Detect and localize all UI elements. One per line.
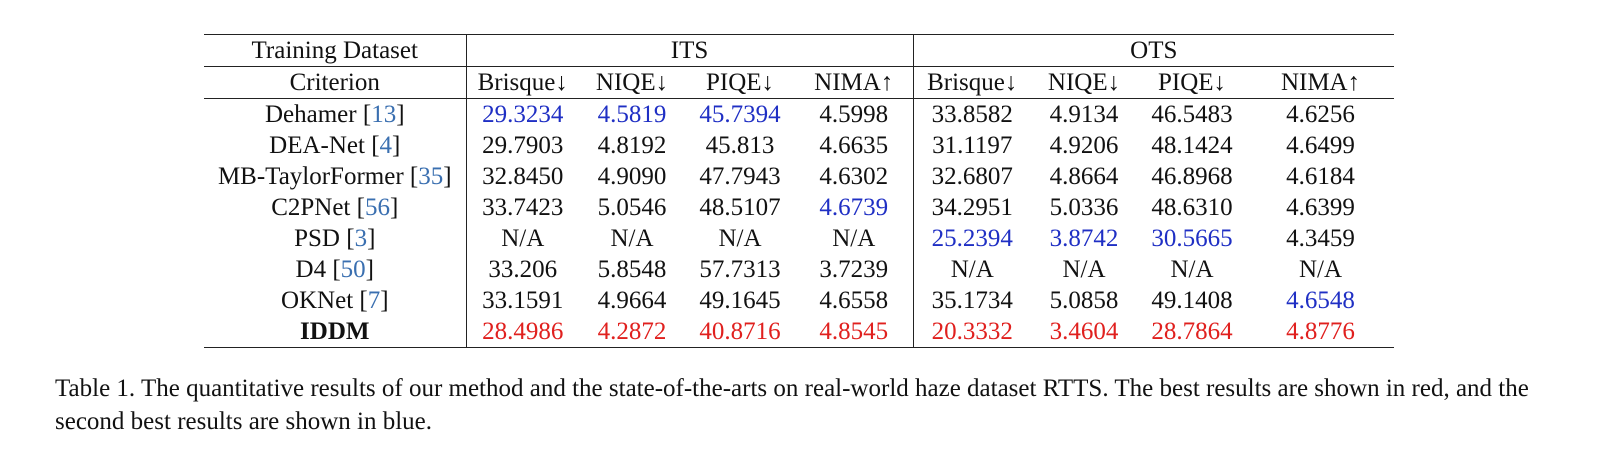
- value-cell: 4.6499: [1286, 132, 1355, 159]
- value-cell: 32.8450: [482, 163, 564, 190]
- value-cell: 48.1424: [1151, 132, 1233, 159]
- method-name: OKNet: [280, 287, 354, 314]
- value-cell: 49.1408: [1151, 287, 1233, 314]
- value-cell: 4.6635: [795, 130, 913, 161]
- value-cell: 4.9206: [1049, 132, 1119, 159]
- value-cell: 4.8545: [795, 316, 913, 348]
- group-its-header: ITS: [466, 35, 913, 67]
- value-cell: N/A: [501, 225, 545, 252]
- criterion-cell: NIQE↓: [579, 67, 685, 99]
- citation-link[interactable]: 3: [354, 225, 368, 252]
- value-cell: 4.9664: [597, 287, 667, 314]
- value-cell: 4.8192: [597, 132, 667, 159]
- value-cell: N/A: [718, 225, 762, 252]
- value-cell: 5.0336: [1049, 194, 1119, 221]
- citation-link[interactable]: 13: [371, 101, 397, 128]
- value-cell: 4.3459: [1286, 225, 1355, 252]
- value-cell: 20.3332: [913, 316, 1031, 348]
- value-cell: 4.6739: [795, 192, 913, 223]
- value-cell: N/A: [1062, 256, 1106, 283]
- value-cell: 46.5483: [1151, 101, 1233, 128]
- method-name: IDDM: [300, 318, 370, 345]
- value-cell: 46.8968: [1151, 163, 1233, 190]
- method-cell: DEA-Net [4]: [204, 130, 466, 161]
- criterion-cell: Brisque↓: [466, 67, 579, 99]
- value-cell: 47.7943: [699, 163, 781, 190]
- training-dataset-header: Training Dataset: [204, 35, 466, 67]
- group-ots-header: OTS: [913, 35, 1394, 67]
- value-cell: 4.8776: [1247, 316, 1394, 348]
- method-cell: PSD [3]: [204, 223, 466, 254]
- method-cell: MB-TaylorFormer [35]: [204, 161, 466, 192]
- value-cell: 35.1734: [931, 287, 1013, 314]
- criterion-cell: Brisque↓: [913, 67, 1031, 99]
- value-cell: 45.813: [705, 132, 775, 159]
- citation-link[interactable]: 7: [367, 287, 381, 314]
- citation-link[interactable]: 56: [364, 194, 390, 221]
- table-body: [204, 99, 1394, 348]
- value-cell: N/A: [610, 225, 654, 252]
- table-row: [204, 130, 1394, 161]
- value-cell: 4.9134: [1049, 101, 1119, 128]
- value-cell: 4.5819: [597, 101, 667, 128]
- value-cell: 29.3234: [482, 101, 564, 128]
- value-cell: 4.6256: [1286, 101, 1355, 128]
- table-row: [204, 254, 1394, 285]
- method-name: PSD: [294, 225, 340, 252]
- value-cell: 45.7394: [699, 101, 781, 128]
- value-cell: 4.2872: [579, 316, 685, 348]
- value-cell: 3.8742: [1049, 225, 1119, 252]
- results-table: [204, 34, 1394, 348]
- value-cell: 48.5107: [699, 194, 781, 221]
- value-cell: 4.8664: [1049, 163, 1119, 190]
- value-cell: 5.0858: [1049, 287, 1119, 314]
- method-name: Dehamer: [264, 101, 357, 128]
- citation-link[interactable]: 50: [340, 256, 366, 283]
- table-row: [204, 316, 1394, 348]
- value-cell: 48.6310: [1151, 194, 1233, 221]
- method-cell: Dehamer [13]: [204, 99, 466, 131]
- value-cell: 28.4986: [466, 316, 579, 348]
- criterion-cell: PIQE↓: [1137, 67, 1247, 99]
- criterion-header-row: [204, 67, 1394, 99]
- value-cell: 57.7313: [699, 256, 781, 283]
- method-name: MB-TaylorFormer: [217, 163, 404, 190]
- table-row: [204, 99, 1394, 131]
- value-cell: 4.6558: [795, 285, 913, 316]
- citation-link[interactable]: 35: [418, 163, 444, 190]
- value-cell: 31.1197: [932, 132, 1013, 159]
- value-cell: 3.4604: [1031, 316, 1137, 348]
- value-cell: 5.8548: [597, 256, 667, 283]
- table-row: [204, 223, 1394, 254]
- value-cell: 34.2951: [931, 194, 1013, 221]
- value-cell: 40.8716: [685, 316, 795, 348]
- method-cell: D4 [50]: [204, 254, 466, 285]
- criterion-cell: NIMA↑: [1247, 67, 1394, 99]
- group-header-row: [204, 35, 1394, 67]
- citation-link[interactable]: 4: [379, 132, 393, 159]
- value-cell: 4.6399: [1286, 194, 1355, 221]
- table-caption: Table 1. The quantitative results of our method and the state-of-the-arts on real-world haze dataset RTTS. The best results are shown in red, and the second best results are shown in blue.: [55, 375, 1529, 435]
- method-cell: [204, 316, 466, 348]
- value-cell: N/A: [1170, 256, 1214, 283]
- criterion-header: Criterion: [204, 67, 466, 99]
- table-row: [204, 192, 1394, 223]
- value-cell: 33.8582: [931, 101, 1013, 128]
- value-cell: N/A: [950, 256, 994, 283]
- criterion-cell: NIQE↓: [1031, 67, 1137, 99]
- method-cell: C2PNet [56]: [204, 192, 466, 223]
- method-name: DEA-Net: [269, 132, 365, 159]
- method-name: C2PNet: [271, 194, 351, 221]
- value-cell: 4.6184: [1286, 163, 1355, 190]
- value-cell: 29.7903: [482, 132, 564, 159]
- value-cell: 4.5998: [795, 99, 913, 131]
- method-cell: OKNet [7]: [204, 285, 466, 316]
- value-cell: 49.1645: [699, 287, 781, 314]
- criterion-cell: NIMA↑: [795, 67, 913, 99]
- value-cell: 25.2394: [931, 225, 1013, 252]
- value-cell: 4.9090: [597, 163, 667, 190]
- value-cell: 3.7239: [795, 254, 913, 285]
- value-cell: 33.206: [488, 256, 558, 283]
- value-cell: 4.6302: [795, 161, 913, 192]
- value-cell: 33.7423: [482, 194, 564, 221]
- value-cell: 32.6807: [931, 163, 1013, 190]
- value-cell: N/A: [795, 223, 913, 254]
- value-cell: 30.5665: [1151, 225, 1233, 252]
- value-cell: 28.7864: [1137, 316, 1247, 348]
- criterion-cell: PIQE↓: [685, 67, 795, 99]
- table-row: [204, 161, 1394, 192]
- value-cell: 33.1591: [482, 287, 564, 314]
- table-row: [204, 285, 1394, 316]
- value-cell: 5.0546: [597, 194, 667, 221]
- value-cell: N/A: [1298, 256, 1343, 283]
- method-name: D4: [295, 256, 327, 283]
- value-cell: 4.6548: [1286, 287, 1355, 314]
